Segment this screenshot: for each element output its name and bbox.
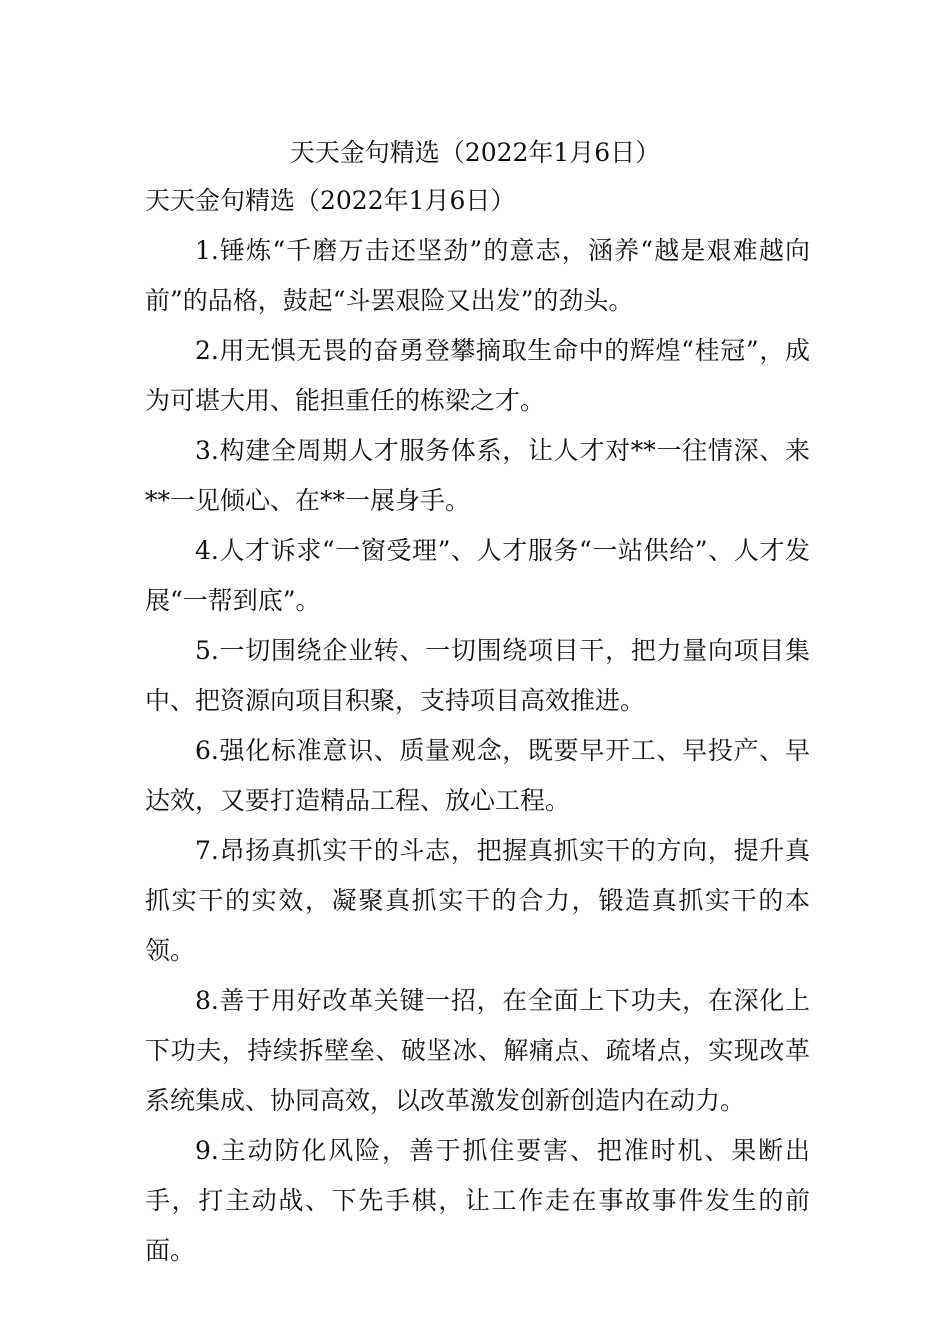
quote-paragraph-9: 9.主动防化风险，善于抓住要害、把准时机、果断出手，打主动战、下先手棋，让工作走在事故事件发生的前面。 <box>145 1136 810 1265</box>
document-body <box>145 226 810 1276</box>
document-subtitle: 天天金句精选（2022年1月6日） <box>145 186 516 215</box>
quote-paragraph-1: 1.锤炼“千磨万击还坚劲”的意志，涵养“越是艰难越向前”的品格，鼓起“斗罢艰险又出发”的劲头。 <box>145 236 810 315</box>
quote-paragraph-8: 8.善于用好改革关键一招，在全面上下功夫，在深化上下功夫，持续拆壁垒、破坚冰、解痛点、疏堵点，实现改革系统集成、协同高效，以改革激发创新创造内在动力。 <box>145 986 810 1115</box>
quote-paragraph-2: 2.用无惧无畏的奋勇登攀摘取生命中的辉煌“桂冠”，成为可堪大用、能担重任的栋梁之才。 <box>145 336 810 415</box>
quote-paragraph-7: 7.昂扬真抓实干的斗志，把握真抓实干的方向，提升真抓实干的实效，凝聚真抓实干的合力，锻造真抓实干的本领。 <box>145 836 810 965</box>
document-title: 天天金句精选（2022年1月6日） <box>289 138 661 167</box>
quote-paragraph-3: 3.构建全周期人才服务体系，让人才对**一往情深、来**一见倾心、在**一展身手。 <box>145 436 810 515</box>
quote-paragraph-6: 6.强化标准意识、质量观念，既要早开工、早投产、早达效，又要打造精品工程、放心工程。 <box>145 736 810 815</box>
quote-paragraph-5: 5.一切围绕企业转、一切围绕项目干，把力量向项目集中、把资源向项目积聚，支持项目高效推进。 <box>145 636 810 715</box>
quote-paragraph-4: 4.人才诉求“一窗受理”、人才服务“一站供给”、人才发展“一帮到底”。 <box>145 536 810 615</box>
